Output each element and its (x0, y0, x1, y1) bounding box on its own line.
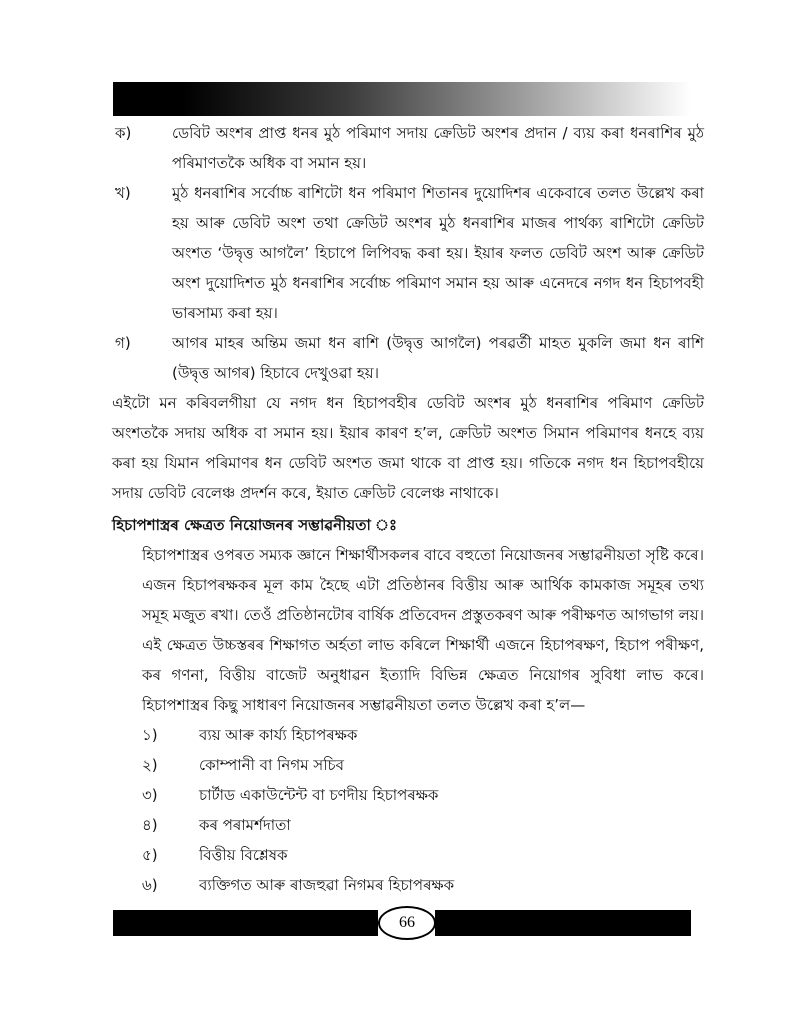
career-text: চাৰ্টাড একাউন্টেন্ট বা চণদীয় হিচাপৰক্ষক (199, 786, 439, 804)
item-text: মুঠ ধনৰাশিৰ সৰ্বোচ্চ ৰাশিটো ধন পৰিমাণ শিতানৰ দুয়োদিশৰ একেবাৰে তলত উল্লেখ কৰা হয় আৰু ডেবিট অংশ তথা ক্ৰেডিট অংশৰ মুঠ ধনৰাশিৰ মাজৰ পাৰ্থক্য ৰাশিটো ক্ৰেডিট অংশত ‘উদ্বৃত্ত আগলৈ’ হিচাপে লিপিবদ্ধ কৰা হয়। ইয়াৰ ফলত ডেবিট অংশ আৰু ক্ৰেডিট অংশ দুয়োদিশত মুঠ ধনৰাশিৰ সৰ্বোচ্চ পৰিমাণ সমান হয় আৰু এনেদৰে নগদ ধন হিচাপবহী ভাৰসাম্য কৰা হয়। (172, 184, 704, 322)
list-item-ga (112, 328, 704, 388)
career-number: ১) (142, 726, 158, 744)
item-marker: গ) (115, 334, 131, 352)
career-number: ২) (142, 756, 158, 774)
section-heading: হিচাপশাস্ত্ৰৰ ক্ষেত্ৰত নিয়োজনৰ সম্ভাৱনীয়তা ঃ (112, 516, 398, 534)
page-content (112, 118, 704, 900)
footer-bar-right (435, 910, 691, 936)
career-item (112, 780, 704, 810)
item-text: আগৰ মাহৰ অন্তিম জমা ধন ৰাশি (উদ্বৃত্ত আগলৈ) পৰৱৰ্তী মাহত মুকলি জমা ধন ৰাশি (উদ্বৃত্ত আগৰ) হিচাবে দেখুওৱা হয়। (172, 334, 704, 382)
list-item-ka (112, 118, 704, 178)
item-marker: খ) (115, 184, 131, 202)
career-text: কৰ পৰামৰ্শদাতা (199, 816, 291, 834)
note-paragraph: এইটো মন কৰিবলগীয়া যে নগদ ধন হিচাপবহীৰ ডেবিট অংশৰ মুঠ ধনৰাশিৰ পৰিমাণ ক্ৰেডিট অংশতকৈ সদায় অধিক বা সমান হয়। ইয়াৰ কাৰণ হ’ল, ক্ৰেডিট অংশত সিমান পৰিমাণৰ ধনহে ব্যয় কৰা হয় যিমান পৰিমাণৰ ধন ডেবিট অংশত জমা থাকে বা প্ৰাপ্ত হয়। গতিকে নগদ ধন হিচাপবহীয়ে সদায় ডেবিট বেলেঞ্চ প্ৰদৰ্শন কৰে, ইয়াত ক্ৰেডিট বেলেঞ্চ নাথাকে। (112, 394, 704, 502)
career-item (112, 870, 704, 900)
career-item (112, 840, 704, 870)
header-gradient-bar (113, 82, 691, 116)
footer-bar-left (113, 910, 378, 936)
career-item (112, 810, 704, 840)
page-number: 66 (378, 906, 436, 940)
item-text: ডেবিট অংশৰ প্ৰাপ্ত ধনৰ মুঠ পৰিমাণ সদায় ক্ৰেডিট অংশৰ প্ৰদান / ব্যয় কৰা ধনৰাশিৰ মুঠ পৰিমাণতকৈ অধিক বা সমান হয়। (172, 124, 704, 172)
career-text: ব্যয় আৰু কাৰ্য্য হিচাপৰক্ষক (199, 726, 358, 744)
career-number: ৬) (142, 876, 158, 894)
career-item (112, 720, 704, 750)
career-text: ব্যক্তিগত আৰু ৰাজহুৱা নিগমৰ হিচাপৰক্ষক (199, 876, 455, 894)
career-text: কোম্পানী বা নিগম সচিব (199, 756, 344, 774)
career-text: বিত্তীয় বিশ্লেষক (199, 846, 288, 864)
career-number: ৪) (142, 816, 158, 834)
career-item (112, 750, 704, 780)
list-item-kha (112, 178, 704, 328)
section-paragraph: হিচাপশাস্ত্ৰৰ ওপৰত সম্যক জ্ঞানে শিক্ষাৰ্থীসকলৰ বাবে বহুতো নিয়োজনৰ সম্ভাৱনীয়তা সৃষ্টি কৰে। এজন হিচাপৰক্ষকৰ মূল কাম হৈছে এটা প্ৰতিষ্ঠানৰ বিত্তীয় আৰু আৰ্থিক কামকাজ সমূহৰ তথ্য সমূহ মজুত ৰখা। তেওঁ প্ৰতিষ্ঠানটোৰ বাৰ্ষিক প্ৰতিবেদন প্ৰস্তুতকৰণ আৰু পৰীক্ষণত আগভাগ লয়। এই ক্ষেত্ৰত উচ্চস্তৰৰ শিক্ষাগত অৰ্হতা লাভ কৰিলে শিক্ষাৰ্থী এজনে হিচাপৰক্ষণ, হিচাপ পৰীক্ষণ, কৰ গণনা, বিত্তীয় বাজেট অনুধাৱন ইত্যাদি বিভিন্ন ক্ষেত্ৰত নিয়োগৰ সুবিধা লাভ কৰে। হিচাপশাস্ত্ৰৰ কিছু সাধাৰণ নিয়োজনৰ সম্ভাৱনীয়তা তলত উল্লেখ কৰা হ’ল— (142, 546, 704, 714)
career-number: ৩) (142, 786, 158, 804)
item-marker: ক) (115, 124, 132, 142)
career-number: ৫) (142, 846, 158, 864)
